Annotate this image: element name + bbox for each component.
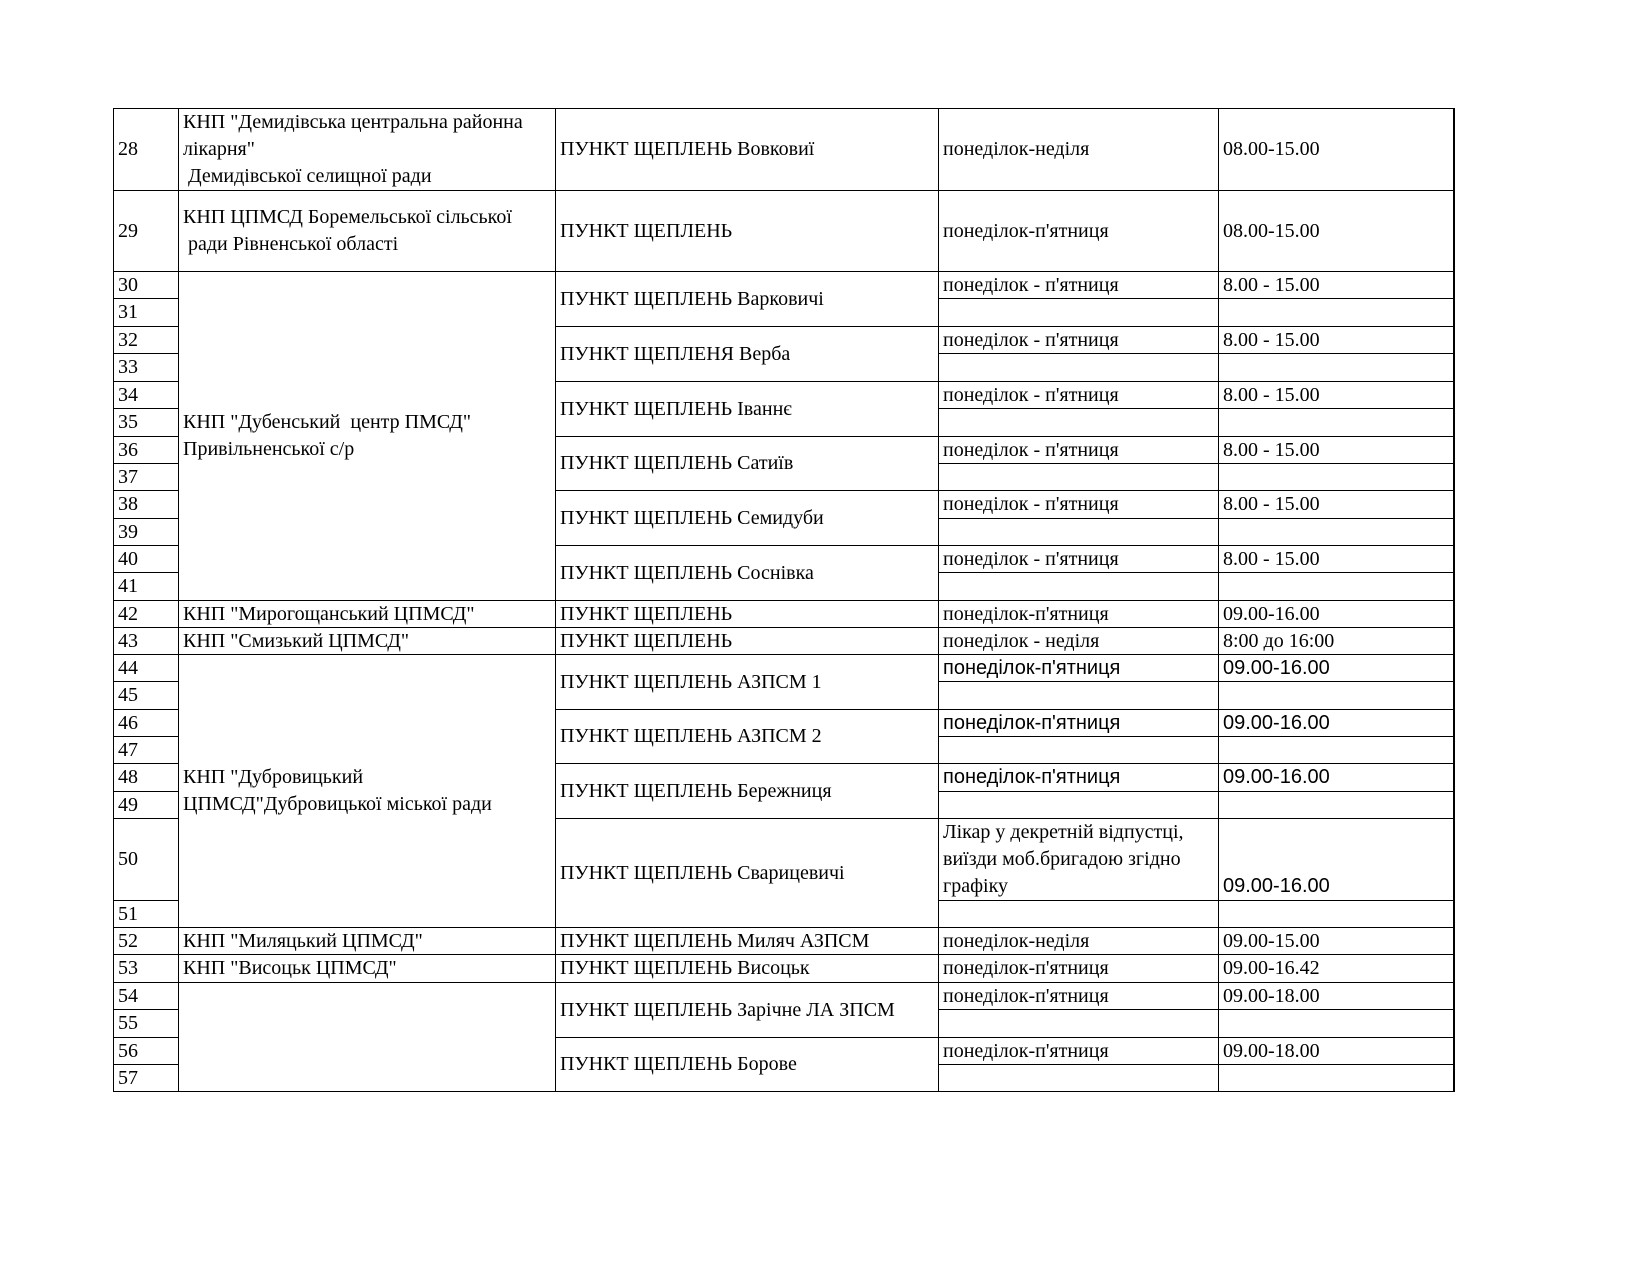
vaccination-point-cell: ПУНКТ ЩЕПЛЕНЬ Вовковиї <box>555 108 939 191</box>
vaccination-point-cell: ПУНКТ ЩЕПЛЕНЬ Семидуби <box>555 490 939 546</box>
working-days-cell: понеділок-п'ятниця <box>938 709 1219 737</box>
row-number-cell: 55 <box>113 1009 179 1038</box>
organization-cell: КНП "Демидівська центральна районна лікарня" Демидівської селищної ради <box>178 108 556 191</box>
working-hours-cell: 09.00-18.00 <box>1218 1037 1455 1065</box>
working-days-cell: понеділок - п'ятниця <box>938 490 1219 519</box>
organization-cell: КНП "Смизький ЦПМСД" <box>178 627 556 655</box>
working-hours-cell-empty <box>1218 463 1455 491</box>
vaccination-point-cell: ПУНКТ ЩЕПЛЕНЬ АЗПСМ 2 <box>555 709 939 764</box>
vaccination-point-cell: ПУНКТ ЩЕПЛЕНЬ <box>555 600 939 628</box>
working-days-cell-empty <box>938 900 1219 928</box>
row-number-cell: 39 <box>113 518 179 546</box>
row-number-cell: 52 <box>113 927 179 955</box>
working-days-cell: Лікар у декретній відпустці, виїзди моб.бригадою згідно графіку <box>938 818 1219 901</box>
working-hours-cell-empty <box>1218 791 1455 819</box>
working-days-cell-empty <box>938 1009 1219 1038</box>
working-days-cell: понеділок-п'ятниця <box>938 982 1219 1010</box>
vaccination-point-cell: ПУНКТ ЩЕПЛЕНЬ Зарічне ЛА ЗПСМ <box>555 982 939 1038</box>
vaccination-point-cell: ПУНКТ ЩЕПЛЕНЬ <box>555 190 939 272</box>
working-hours-cell: 8.00 - 15.00 <box>1218 545 1455 573</box>
vaccination-point-cell: ПУНКТ ЩЕПЛЕНЬ <box>555 627 939 655</box>
working-hours-cell: 09.00-16.42 <box>1218 954 1455 983</box>
row-number-cell: 51 <box>113 900 179 928</box>
working-days-cell-empty <box>938 408 1219 437</box>
vaccination-point-cell: ПУНКТ ЩЕПЛЕНЬ Висоцьк <box>555 954 939 983</box>
working-days-cell: понеділок-п'ятниця <box>938 654 1219 682</box>
working-days-cell-empty <box>938 681 1219 710</box>
working-days-cell: понеділок - п'ятниця <box>938 436 1219 464</box>
working-hours-cell: 09.00-15.00 <box>1218 927 1455 955</box>
working-hours-cell: 09.00-18.00 <box>1218 982 1455 1010</box>
working-days-cell: понеділок - п'ятниця <box>938 545 1219 573</box>
row-number-cell: 43 <box>113 627 179 655</box>
row-number-cell: 40 <box>113 545 179 573</box>
working-days-cell: понеділок-п'ятниця <box>938 600 1219 628</box>
row-number-cell: 56 <box>113 1037 179 1065</box>
vaccination-point-cell: ПУНКТ ЩЕПЛЕНЬ Борове <box>555 1037 939 1092</box>
row-number-cell: 34 <box>113 381 179 409</box>
working-hours-cell: 09.00-16.00 <box>1218 709 1455 737</box>
working-hours-cell-empty <box>1218 518 1455 546</box>
row-number-cell: 37 <box>113 463 179 491</box>
row-number-cell: 47 <box>113 736 179 764</box>
vaccination-point-cell: ПУНКТ ЩЕПЛЕНЬ Миляч АЗПСМ <box>555 927 939 955</box>
row-number-cell: 30 <box>113 271 179 299</box>
row-number-cell: 36 <box>113 436 179 464</box>
vaccination-point-cell: ПУНКТ ЩЕПЛЕНЯ Верба <box>555 326 939 382</box>
working-hours-cell-empty <box>1218 736 1455 764</box>
working-days-cell: понеділок - неділя <box>938 627 1219 655</box>
vaccination-point-cell: ПУНКТ ЩЕПЛЕНЬ Сварицевичі <box>555 818 939 928</box>
working-days-cell: понеділок - п'ятниця <box>938 271 1219 299</box>
working-days-cell-empty <box>938 518 1219 546</box>
row-number-cell: 35 <box>113 408 179 437</box>
working-days-cell: понеділок - п'ятниця <box>938 326 1219 354</box>
organization-cell: КНП ЦПМСД Боремельської сільської ради Рівненської області <box>178 190 556 272</box>
working-hours-cell-empty <box>1218 298 1455 327</box>
working-days-cell: понеділок - п'ятниця <box>938 381 1219 409</box>
working-hours-cell: 8:00 до 16:00 <box>1218 627 1455 655</box>
organization-cell: КНП "Дубенський центр ПМСД" Привільненської с/р <box>178 271 556 601</box>
working-hours-cell-empty <box>1218 408 1455 437</box>
row-number-cell: 42 <box>113 600 179 628</box>
row-number-cell: 54 <box>113 982 179 1010</box>
row-number-cell: 49 <box>113 791 179 819</box>
row-number-cell: 31 <box>113 298 179 327</box>
working-days-cell-empty <box>938 736 1219 764</box>
working-hours-cell-empty <box>1218 353 1455 382</box>
working-hours-cell: 09.00-16.00 <box>1218 600 1455 628</box>
row-number-cell: 38 <box>113 490 179 519</box>
working-days-cell: понеділок-неділя <box>938 108 1219 191</box>
vaccination-point-cell: ПУНКТ ЩЕПЛЕНЬ Іваннє <box>555 381 939 437</box>
row-number-cell: 32 <box>113 326 179 354</box>
working-hours-cell-empty <box>1218 1009 1455 1038</box>
working-hours-cell: 8.00 - 15.00 <box>1218 271 1455 299</box>
row-number-cell: 33 <box>113 353 179 382</box>
working-days-cell-empty <box>938 298 1219 327</box>
row-number-cell: 29 <box>113 190 179 272</box>
working-days-cell-empty <box>938 463 1219 491</box>
vaccination-point-cell: ПУНКТ ЩЕПЛЕНЬ Варковичі <box>555 271 939 327</box>
organization-cell: КНП "Миляцький ЦПМСД" <box>178 927 556 955</box>
working-hours-cell: 8.00 - 15.00 <box>1218 436 1455 464</box>
vaccination-point-cell: ПУНКТ ЩЕПЛЕНЬ Соснівка <box>555 545 939 601</box>
organization-cell: КНП "Мирогощанський ЦПМСД" <box>178 600 556 628</box>
working-days-cell: понеділок-п'ятниця <box>938 954 1219 983</box>
working-days-cell: понеділок-п'ятниця <box>938 1037 1219 1065</box>
working-hours-cell: 8.00 - 15.00 <box>1218 326 1455 354</box>
row-number-cell: 45 <box>113 681 179 710</box>
vaccination-point-cell: ПУНКТ ЩЕПЛЕНЬ Бережниця <box>555 763 939 819</box>
row-number-cell: 41 <box>113 572 179 601</box>
working-hours-cell: 09.00-16.00 <box>1218 654 1455 682</box>
working-days-cell: понеділок-п'ятниця <box>938 190 1219 272</box>
organization-cell: КНП "Дубровицький ЦПМСД"Дубровицької міської ради <box>178 654 556 928</box>
row-number-cell: 53 <box>113 954 179 983</box>
row-number-cell: 48 <box>113 763 179 792</box>
working-hours-cell-empty <box>1218 900 1455 928</box>
working-days-cell: понеділок-п'ятниця <box>938 763 1219 792</box>
row-number-cell: 50 <box>113 818 179 901</box>
working-hours-cell: 08.00-15.00 <box>1218 190 1455 272</box>
working-days-cell-empty <box>938 353 1219 382</box>
working-hours-cell: 08.00-15.00 <box>1218 108 1455 191</box>
working-hours-cell-empty <box>1218 572 1455 601</box>
working-hours-cell: 09.00-16.00 <box>1218 763 1455 792</box>
working-days-cell-empty <box>938 1064 1219 1092</box>
row-number-cell: 57 <box>113 1064 179 1092</box>
working-hours-cell: 8.00 - 15.00 <box>1218 381 1455 409</box>
working-days-cell-empty <box>938 572 1219 601</box>
working-hours-cell: 09.00-16.00 <box>1218 818 1455 901</box>
vaccination-point-cell: ПУНКТ ЩЕПЛЕНЬ Сатиїв <box>555 436 939 491</box>
working-hours-cell-empty <box>1218 1064 1455 1092</box>
working-days-cell: понеділок-неділя <box>938 927 1219 955</box>
row-number-cell: 46 <box>113 709 179 737</box>
working-hours-cell-empty <box>1218 681 1455 710</box>
row-number-cell: 44 <box>113 654 179 682</box>
organization-cell-empty <box>178 982 556 1092</box>
working-hours-cell: 8.00 - 15.00 <box>1218 490 1455 519</box>
row-number-cell: 28 <box>113 108 179 191</box>
organization-cell: КНП "Висоцьк ЦПМСД" <box>178 954 556 983</box>
working-days-cell-empty <box>938 791 1219 819</box>
vaccination-point-cell: ПУНКТ ЩЕПЛЕНЬ АЗПСМ 1 <box>555 654 939 710</box>
